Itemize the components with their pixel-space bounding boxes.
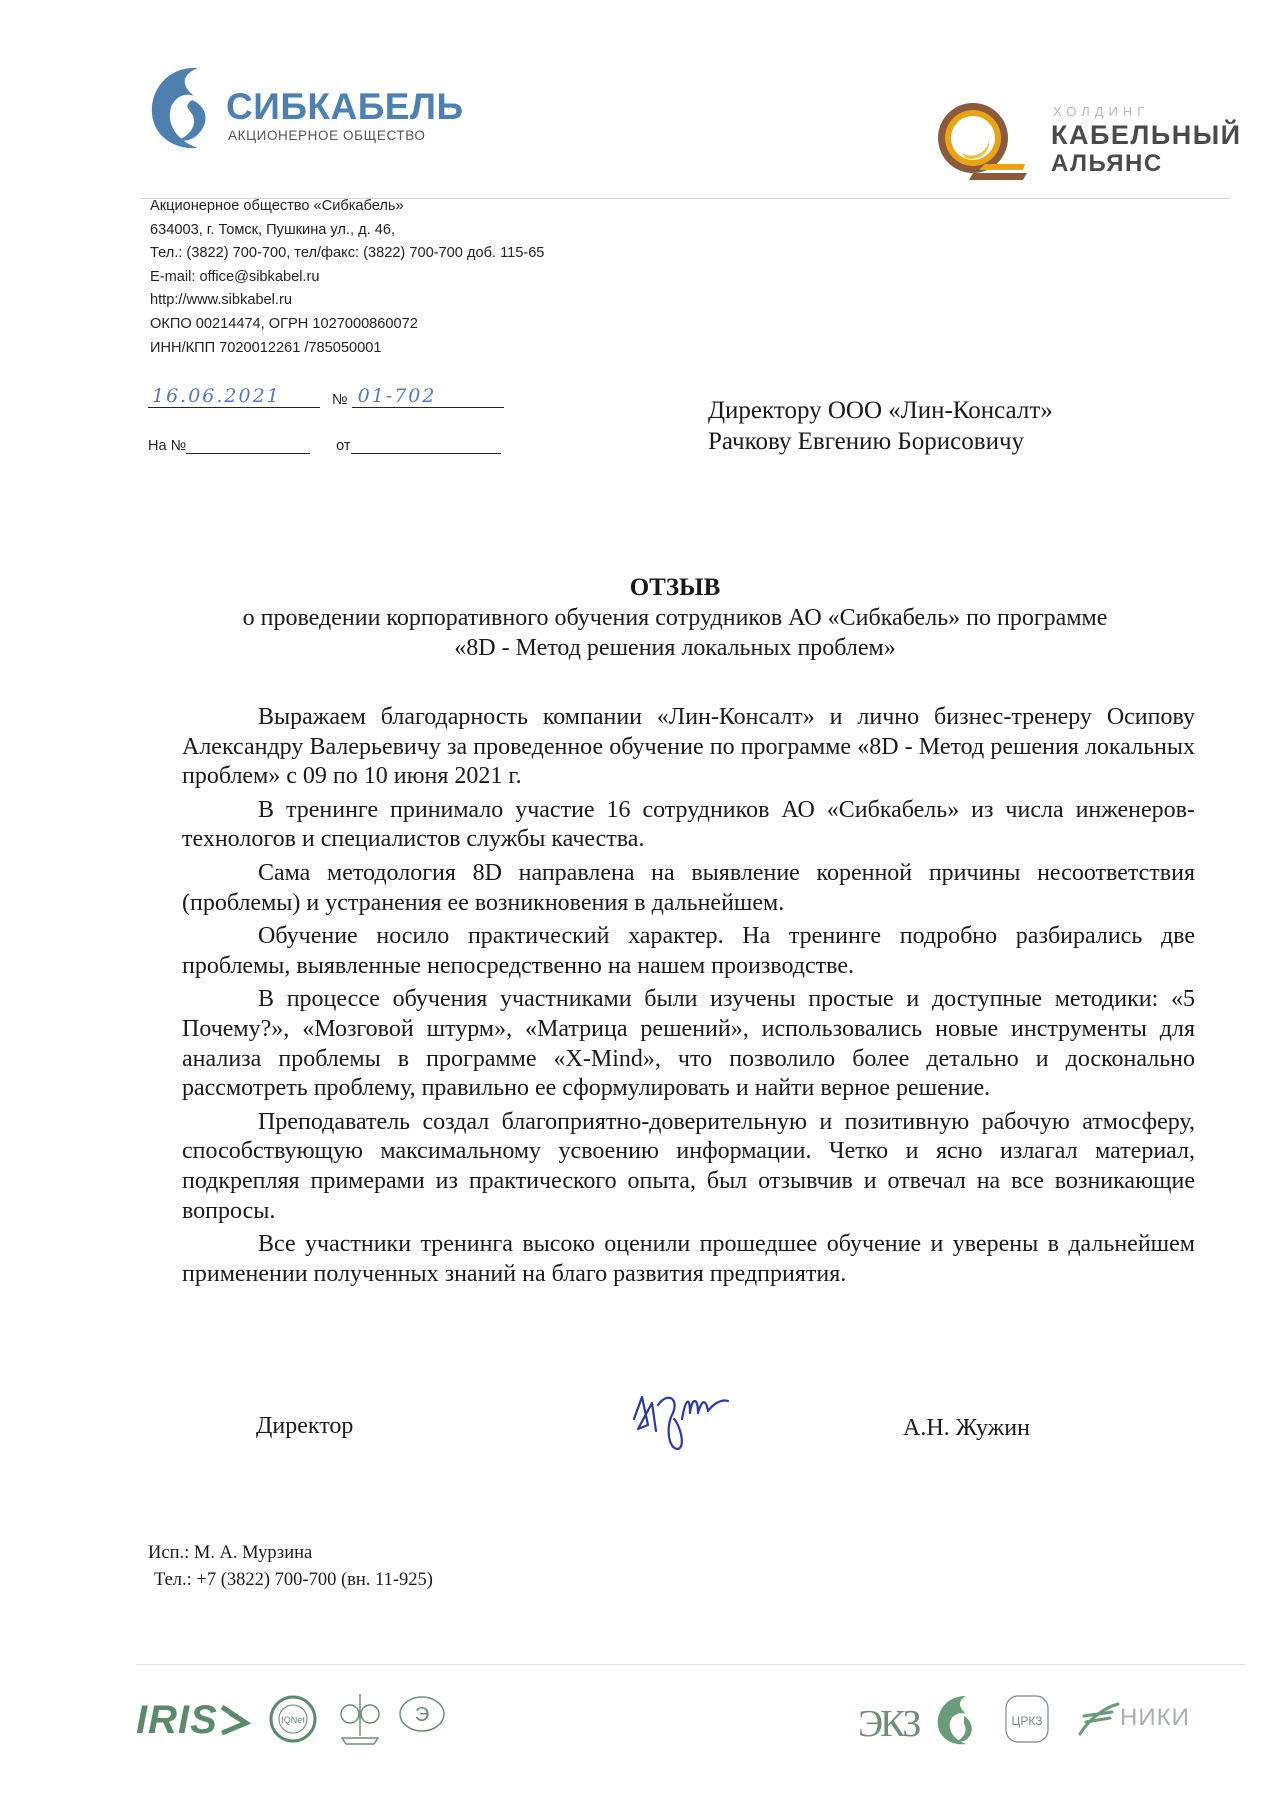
crest-emblem-icon [334, 1690, 386, 1750]
iris-logo [136, 1698, 254, 1743]
requisite-phone: Тел.: (3822) 700-700, тел/факс: (3822) 700-700 доб. 115-65 [150, 245, 545, 262]
signatory-name: А.Н. Жужин [903, 1415, 1030, 1441]
company-requisites [150, 195, 544, 360]
body-paragraph: В процессе обучения участниками были изучены простые и доступные методики: «5 Почему?», «Мозговой штурм», «Матрица решений», использовались новые инструменты для анализа проблемы в программе «X-Mind», что позволило более детально и досконально рассмотреть проблему, правильно ее сформулировать и найти верное решение. [182, 986, 1195, 1102]
title-subtitle-line1: о проведении корпоративного обучения сотрудников АО «Сибкабель» по программе [242, 605, 1108, 631]
niki-logo-text: НИКИ [1120, 1704, 1190, 1731]
date-field [148, 385, 320, 408]
sibkabel-brand-subtitle: АКЦИОНЕРНОЕ ОБЩЕСТВО [228, 128, 426, 143]
footer-divider [136, 1664, 1246, 1665]
addressee-line2: Рачкову Евгению Борисовичу [708, 428, 1025, 455]
body-paragraph: Сама методология 8D направлена на выявление коренной причины несоответствия (проблемы) и устранения ее возникновения в дальнейшем. [182, 859, 1195, 916]
requisite-inn-kpp: ИНН/КПП 7020012261 /785050001 [150, 339, 382, 356]
e-mark-label: Э [414, 1704, 430, 1726]
executor-info [148, 1540, 433, 1594]
requisite-email: E-mail: office@sibkabel.ru [150, 268, 320, 285]
body-paragraph: Обучение носило практический характер. На тренинге подробно разбирались две проблемы, выявленные непосредственно на нашем производстве. [182, 923, 1195, 979]
sibkabel-s-icon [148, 62, 218, 152]
e-mark-icon [398, 1694, 446, 1734]
title-subtitle-line2: «8D - Метод решения локальных проблем» [454, 635, 896, 661]
from-label: от [336, 438, 351, 454]
signatory-role: Директор [256, 1413, 354, 1439]
number-label: № [332, 392, 348, 408]
body-paragraph: Преподаватель создал благоприятно-доверительную и позитивную рабочую атмосферу, способствующую максимальному усвоению информации. Четко и ясно излагал материал, подкрепляя примерами из практического опыта, был отзывчив и отвечал на все возникающие вопросы. [182, 1108, 1195, 1224]
cable-alliance-line2: АЛЬЯНС [1051, 150, 1163, 177]
niki-swoosh-icon [1076, 1698, 1120, 1738]
sibkabel-logo [148, 62, 468, 152]
executor-phone: Тел.: +7 (3822) 700-700 (вн. 11-925) [154, 1570, 433, 1590]
requisite-company-name: Акционерное общество «Сибкабель» [150, 198, 404, 214]
ekz-logo: ЭКЗ [858, 1703, 919, 1745]
reply-to-label: На № [148, 438, 187, 454]
number-handwritten: 01-702 [357, 385, 437, 407]
letter-body [182, 703, 1195, 1293]
title-heading: ОТЗЫВ [629, 574, 721, 601]
body-paragraph: Все участники тренинга высоко оценили прошедшее обучение и уверены в дальнейшем применении полученных знаний на благо развития предприятия. [182, 1231, 1195, 1287]
iqnet-label: IQNet [281, 1715, 305, 1725]
outgoing-reference-block [148, 385, 528, 465]
from-field [351, 431, 501, 454]
handwritten-signature-icon [628, 1385, 778, 1457]
document-title [150, 573, 1200, 663]
crkz-label: ЦРКЗ [1011, 1714, 1043, 1728]
sibkabel-brand-name: СИБКАБЕЛЬ [226, 86, 464, 127]
crkz-logo-icon [1004, 1694, 1050, 1744]
iris-arrow-icon [218, 1703, 254, 1737]
date-handwritten: 16.06.2021 [152, 385, 281, 407]
requisite-okpo-ogrn: ОКПО 00214474, ОГРН 1027000860072 [150, 315, 418, 332]
addressee-line1: Директору ООО «Лин-Консалт» [708, 397, 1053, 424]
sibkabel-s-footer-icon [936, 1694, 976, 1746]
iris-label: IRIS [136, 1698, 218, 1742]
requisite-address: 634003, г. Томск, Пушкина ул., д. 46, [150, 221, 395, 238]
reply-to-field [186, 431, 310, 454]
footer-logos [136, 1690, 1246, 1760]
addressee [708, 395, 1053, 457]
body-paragraph: В тренинге принимало участие 16 сотрудников АО «Сибкабель» из числа инженеров-технологов и специалистов службы качества. [182, 796, 1195, 853]
cable-alliance-line1: КАБЕЛЬНЫЙ [1051, 120, 1242, 150]
cable-alliance-logo [935, 92, 1242, 182]
requisite-website: http://www.sibkabel.ru [150, 292, 292, 309]
holding-label: ХОЛДИНГ [1053, 104, 1150, 119]
cable-roll-icon [935, 100, 1027, 180]
body-paragraph: Выражаем благодарность компании «Лин-Консалт» и лично бизнес-тренеру Осипову Александру Валерьевичу за проведенное обучение по программе «8D - Метод решения локальных проблем» с 09 по 10 июня 2021 г. [182, 704, 1195, 790]
iqnet-certification-icon [268, 1694, 318, 1744]
number-field [352, 385, 504, 408]
executor-name: Исп.: М. А. Мурзина [148, 1543, 313, 1563]
